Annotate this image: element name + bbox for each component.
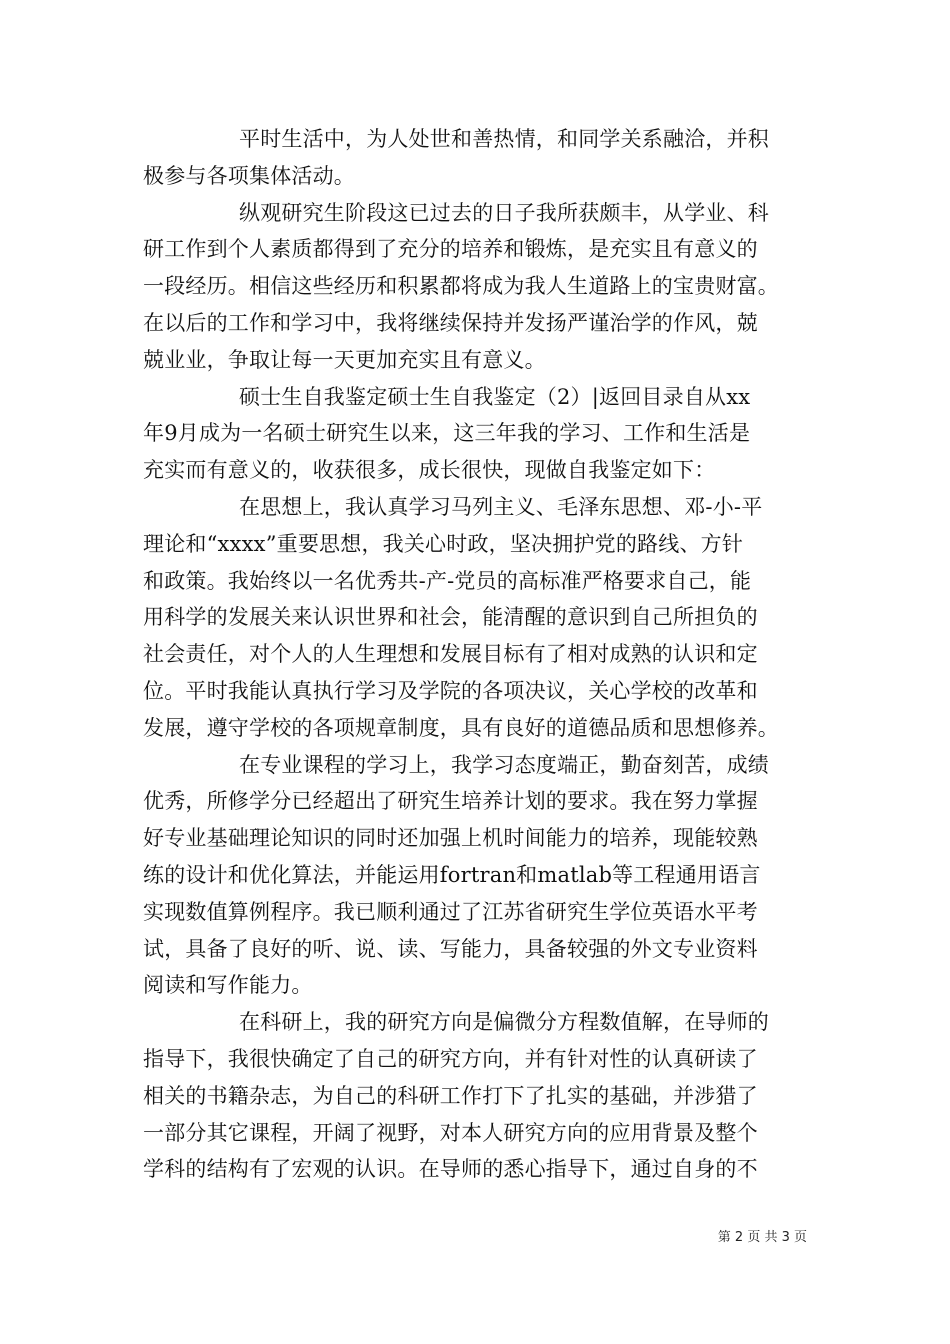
text-line: 在专业课程的学习上，我学习态度端正，勤奋刻苦，成绩 bbox=[239, 752, 769, 777]
text-line: 用科学的发展关来认识世界和社会，能清醒的意识到自己所担负的 bbox=[143, 605, 758, 630]
text-line: 极参与各项集体活动。 bbox=[143, 163, 355, 188]
text-line: 学科的结构有了宏观的认识。在导师的悉心指导下，通过自身的不 bbox=[143, 1157, 758, 1182]
text-line: 在以后的工作和学习中，我将继续保持并发扬严谨治学的作风，兢 bbox=[143, 310, 758, 335]
text-line: 指导下，我很快确定了自己的研究方向，并有针对性的认真研读了 bbox=[143, 1046, 758, 1071]
text-line: 实现数值算例程序。我已顺利通过了江苏省研究生学位英语水平考 bbox=[143, 899, 758, 924]
text-line: 一段经历。相信这些经历和积累都将成为我人生道路上的宝贵财富。 bbox=[143, 274, 779, 299]
text-line: 在科研上，我的研究方向是偏微分方程数值解，在导师的 bbox=[239, 1010, 769, 1035]
body-text bbox=[143, 121, 808, 1188]
text-line: 年9月成为一名硕士研究生以来，这三年我的学习、工作和生活是 bbox=[143, 421, 751, 446]
page-number: 第 2 页 共 3 页 bbox=[717, 1230, 807, 1245]
text-line: 硕士生自我鉴定硕士生自我鉴定（2）|返回目录自从xx bbox=[239, 384, 751, 409]
text-line: 纵观研究生阶段这已过去的日子我所获颇丰，从学业、科 bbox=[239, 200, 769, 225]
text-line: 平时生活中，为人处世和善热情，和同学关系融洽，并积 bbox=[239, 127, 769, 151]
text-line: 相关的书籍杂志，为自己的科研工作打下了扎实的基础，并涉猎了 bbox=[143, 1083, 758, 1108]
text-line: 理论和“xxxx”重要思想，我关心时政，坚决拥护党的路线、方针 bbox=[143, 531, 744, 556]
text-line: 练的设计和优化算法，并能运用fortran和matlab等工程通用语言 bbox=[143, 862, 761, 887]
text-line: 社会责任，对个人的人生理想和发展目标有了相对成熟的认识和定 bbox=[143, 642, 758, 667]
text-line: 阅读和写作能力。 bbox=[143, 973, 313, 998]
text-line: 充实而有意义的，收获很多，成长很快，现做自我鉴定如下： bbox=[143, 458, 716, 483]
text-line: 试，具备了良好的听、说、读、写能力，具备较强的外文专业资料 bbox=[143, 936, 758, 961]
text-line: 兢业业，争取让每一天更加充实且有意义。 bbox=[143, 347, 546, 372]
text-line: 优秀，所修学分已经超出了研究生培养计划的要求。我在努力掌握 bbox=[143, 789, 758, 814]
text-line: 和政策。我始终以一名优秀共-产-党员的高标准严格要求自己，能 bbox=[143, 568, 752, 593]
text-line: 位。平时我能认真执行学习及学院的各项决议，关心学校的改革和 bbox=[143, 678, 758, 703]
text-line: 在思想上，我认真学习马列主义、毛泽东思想、邓-小-平 bbox=[239, 494, 763, 519]
text-line: 发展，遵守学校的各项规章制度，具有良好的道德品质和思想修养。 bbox=[143, 715, 779, 740]
text-line: 好专业基础理论知识的同时还加强上机时间能力的培养，现能较熟 bbox=[143, 826, 758, 851]
text-line: 研工作到个人素质都得到了充分的培养和锻炼，是充实且有意义的 bbox=[143, 237, 758, 262]
text-line: 一部分其它课程，开阔了视野，对本人研究方向的应用背景及整个 bbox=[143, 1120, 758, 1145]
